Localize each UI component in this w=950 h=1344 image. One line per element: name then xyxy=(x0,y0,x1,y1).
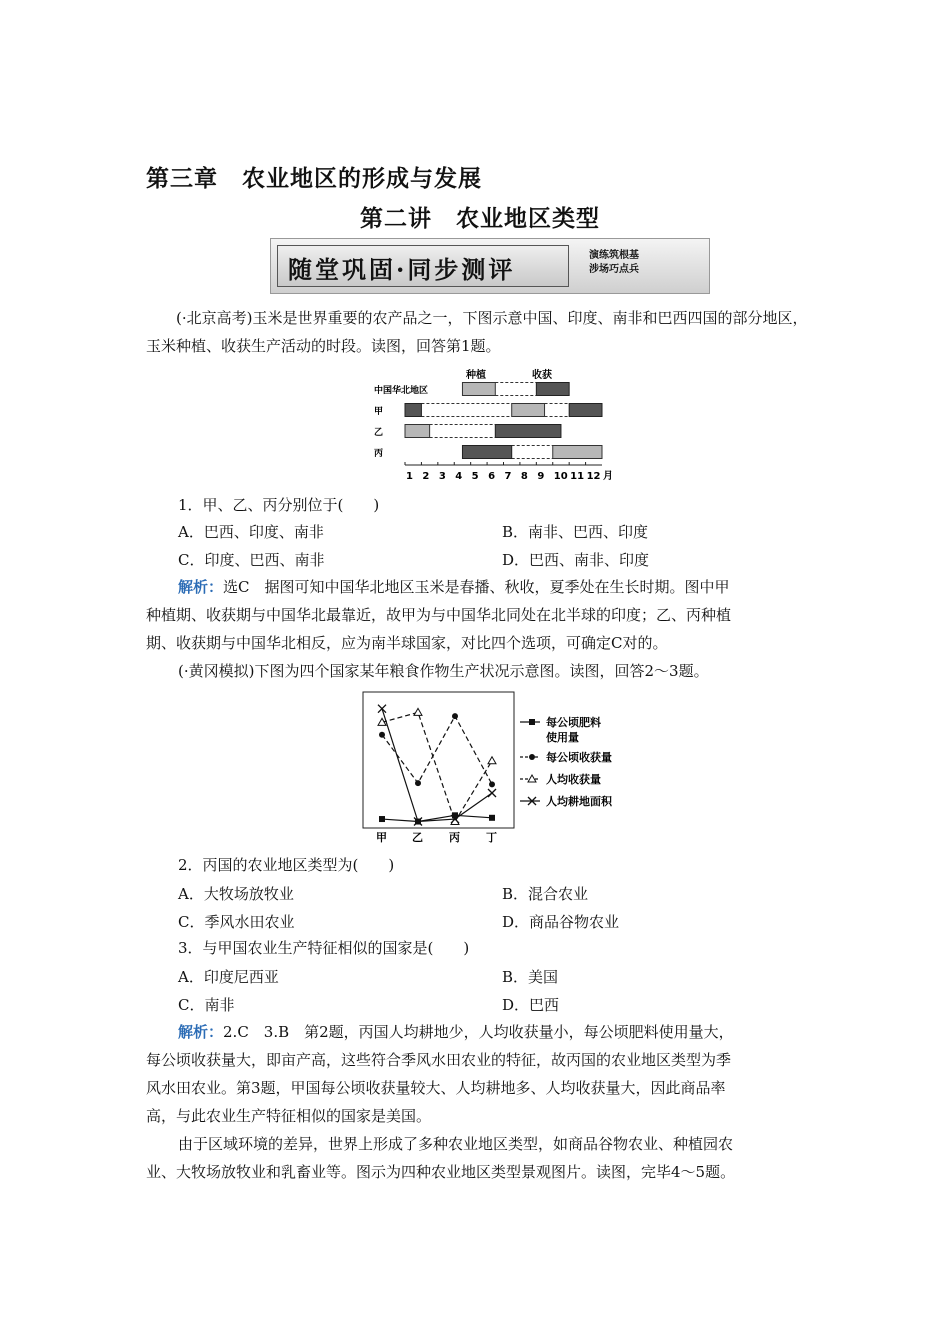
bars xyxy=(405,383,602,459)
x-tick-label: 6 xyxy=(488,471,496,482)
q1-option-b: B．南非、巴西、印度 xyxy=(502,523,649,541)
q3-option-b: B．美国 xyxy=(502,968,559,986)
q2-stem: 2．丙国的农业地区类型为( ) xyxy=(178,856,395,874)
q3-option-d: D．巴西 xyxy=(502,996,560,1014)
q2-option-a: A．大牧场放牧业 xyxy=(178,885,294,903)
x-tick-label: 丁 xyxy=(486,831,497,844)
point-marker xyxy=(452,713,458,719)
row-label: 中国华北地区 xyxy=(374,386,429,396)
answer-1-line3: 期、收获期与中国华北相反，应为南半球国家，对比四个选项，可确定C对的。 xyxy=(146,634,668,652)
plant-bar xyxy=(462,383,495,396)
q3-option-c: C．南非 xyxy=(178,996,235,1014)
x-tick-label: 2 xyxy=(422,471,430,482)
harvest-bar xyxy=(405,404,421,417)
source-tag: (·北京高考) xyxy=(176,309,253,327)
row-labels xyxy=(374,384,428,459)
q3-option-a: A．印度尼西亚 xyxy=(178,968,279,986)
point-marker xyxy=(379,732,385,738)
answer-1-line2: 种植期、收获期与中国华北最靠近，故甲为与中国华北同处在北半球的印度；乙、丙种植 xyxy=(146,606,732,624)
legend-label: 人均耕地面积 xyxy=(546,795,612,808)
x-tick-label: 甲 xyxy=(376,831,387,844)
maize-calendar-chart xyxy=(370,365,630,483)
series-line xyxy=(382,709,492,822)
chapter-title: 第三章 农业地区的形成与发展 xyxy=(146,166,482,192)
legend-plant: 种植 xyxy=(466,370,486,381)
series-lines xyxy=(378,705,496,826)
x-tick-label: 3 xyxy=(438,471,446,482)
q1-option-d: D．巴西、南非、印度 xyxy=(502,551,650,569)
q1-option-a: A．巴西、印度、南非 xyxy=(178,523,324,541)
q2-option-d: D．商品谷物农业 xyxy=(502,913,620,931)
x-tick-label: 11 xyxy=(570,471,585,482)
section-title: 第二讲 农业地区类型 xyxy=(360,206,600,232)
legend-label: 每公顷收获量 xyxy=(546,751,612,764)
legend-label: 每公顷肥料 xyxy=(546,716,601,729)
grain-production-chart xyxy=(360,690,660,846)
banner-main-text: 随堂巩固·同步测评 xyxy=(288,255,516,284)
row-label: 乙 xyxy=(374,428,384,438)
q1-stem: 1．甲、乙、丙分别位于( ) xyxy=(178,496,380,514)
x-tick-label: 10 xyxy=(553,471,568,482)
banner-frame xyxy=(277,245,569,287)
x-tick-label: 12 xyxy=(586,471,601,482)
plant-bar xyxy=(405,425,430,438)
harvest-bar xyxy=(462,446,511,459)
point-marker xyxy=(528,775,536,782)
point-marker xyxy=(489,781,495,787)
answer-23-line4: 高，与此农业生产特征相似的国家是美国。 xyxy=(146,1107,432,1125)
q3-stem: 3．与甲国农业生产特征相似的国家是( ) xyxy=(178,939,470,957)
row-label: 甲 xyxy=(374,407,384,417)
harvest-bar xyxy=(569,404,602,417)
legend xyxy=(520,715,613,808)
series-line xyxy=(382,716,492,784)
x-tick-label: 1 xyxy=(406,471,413,482)
legend-label: 人均收获量 xyxy=(546,773,601,786)
point-marker xyxy=(415,780,421,786)
answer-23-line1: 解析：2.C 3.B 第2题，丙国人均耕地少，人均收获量小，每公顷肥料使用量大， xyxy=(178,1023,734,1041)
x-tick-label: 4 xyxy=(455,471,463,482)
x-tick-label: 5 xyxy=(471,471,479,482)
point-marker xyxy=(414,708,422,715)
banner xyxy=(270,238,710,294)
q1-option-c: C．印度、巴西、南非 xyxy=(178,551,325,569)
x-tick-label: 8 xyxy=(520,471,528,482)
intro-paragraph-3-line1: 由于区域环境的差异，世界上形成了多种农业地区类型，如商品谷物农业、种植园农 xyxy=(178,1135,734,1153)
point-marker xyxy=(529,719,535,725)
harvest-bar xyxy=(495,425,561,438)
legend-label: 使用量 xyxy=(546,731,579,744)
point-marker xyxy=(488,757,496,764)
q2-option-b: B．混合农业 xyxy=(502,885,589,903)
intro-paragraph-1: (·北京高考)玉米是世界重要的农产品之一，下图示意中国、印度、南非和巴西四国的部分地区，玉米种植、收获生产活动的时段。读图，回答第1题。 xyxy=(146,309,808,355)
legend-harvest: 收获 xyxy=(532,370,552,381)
plant-bar xyxy=(512,404,545,417)
x-tick-label: 7 xyxy=(504,471,512,482)
x-tick-label: 丙 xyxy=(449,831,460,844)
point-marker xyxy=(489,815,495,821)
intro-paragraph-3-line2: 业、大牧场放牧业和乳畜业等。图示为四种农业地区类型景观图片。读图，完毕4～5题。 xyxy=(146,1163,736,1181)
q2-option-c: C．季风水田农业 xyxy=(178,913,295,931)
answer-23-line2: 每公顷收获量大，即亩产高，这些符合季风水田农业的特征，故丙国的农业地区类型为季 xyxy=(146,1051,732,1069)
harvest-bar xyxy=(536,383,569,396)
x-unit: 月 xyxy=(603,471,613,482)
point-marker xyxy=(529,754,535,760)
plant-bar xyxy=(553,446,602,459)
x-tick-labels xyxy=(376,830,497,844)
point-marker xyxy=(379,816,385,822)
x-tick-label: 乙 xyxy=(412,831,423,844)
answer-23-line3: 风水田农业。第3题，甲国每公顷收获量较大、人均耕地多、人均收获量大，因此商品率 xyxy=(146,1079,726,1097)
x-tick-label: 9 xyxy=(537,471,545,482)
banner-side-text: 演练筑根基 涉场巧点兵 xyxy=(589,250,639,275)
intro-paragraph-2: (·黄冈模拟)下图为四个国家某年粮食作物生产状况示意图。读图，回答2～3题。 xyxy=(178,662,709,680)
row-label: 丙 xyxy=(374,449,384,459)
answer-1-line1: 解析：选C 据图可知中国华北地区玉米是春播、秋收，夏季处在生长时期。图中甲 xyxy=(178,578,730,596)
